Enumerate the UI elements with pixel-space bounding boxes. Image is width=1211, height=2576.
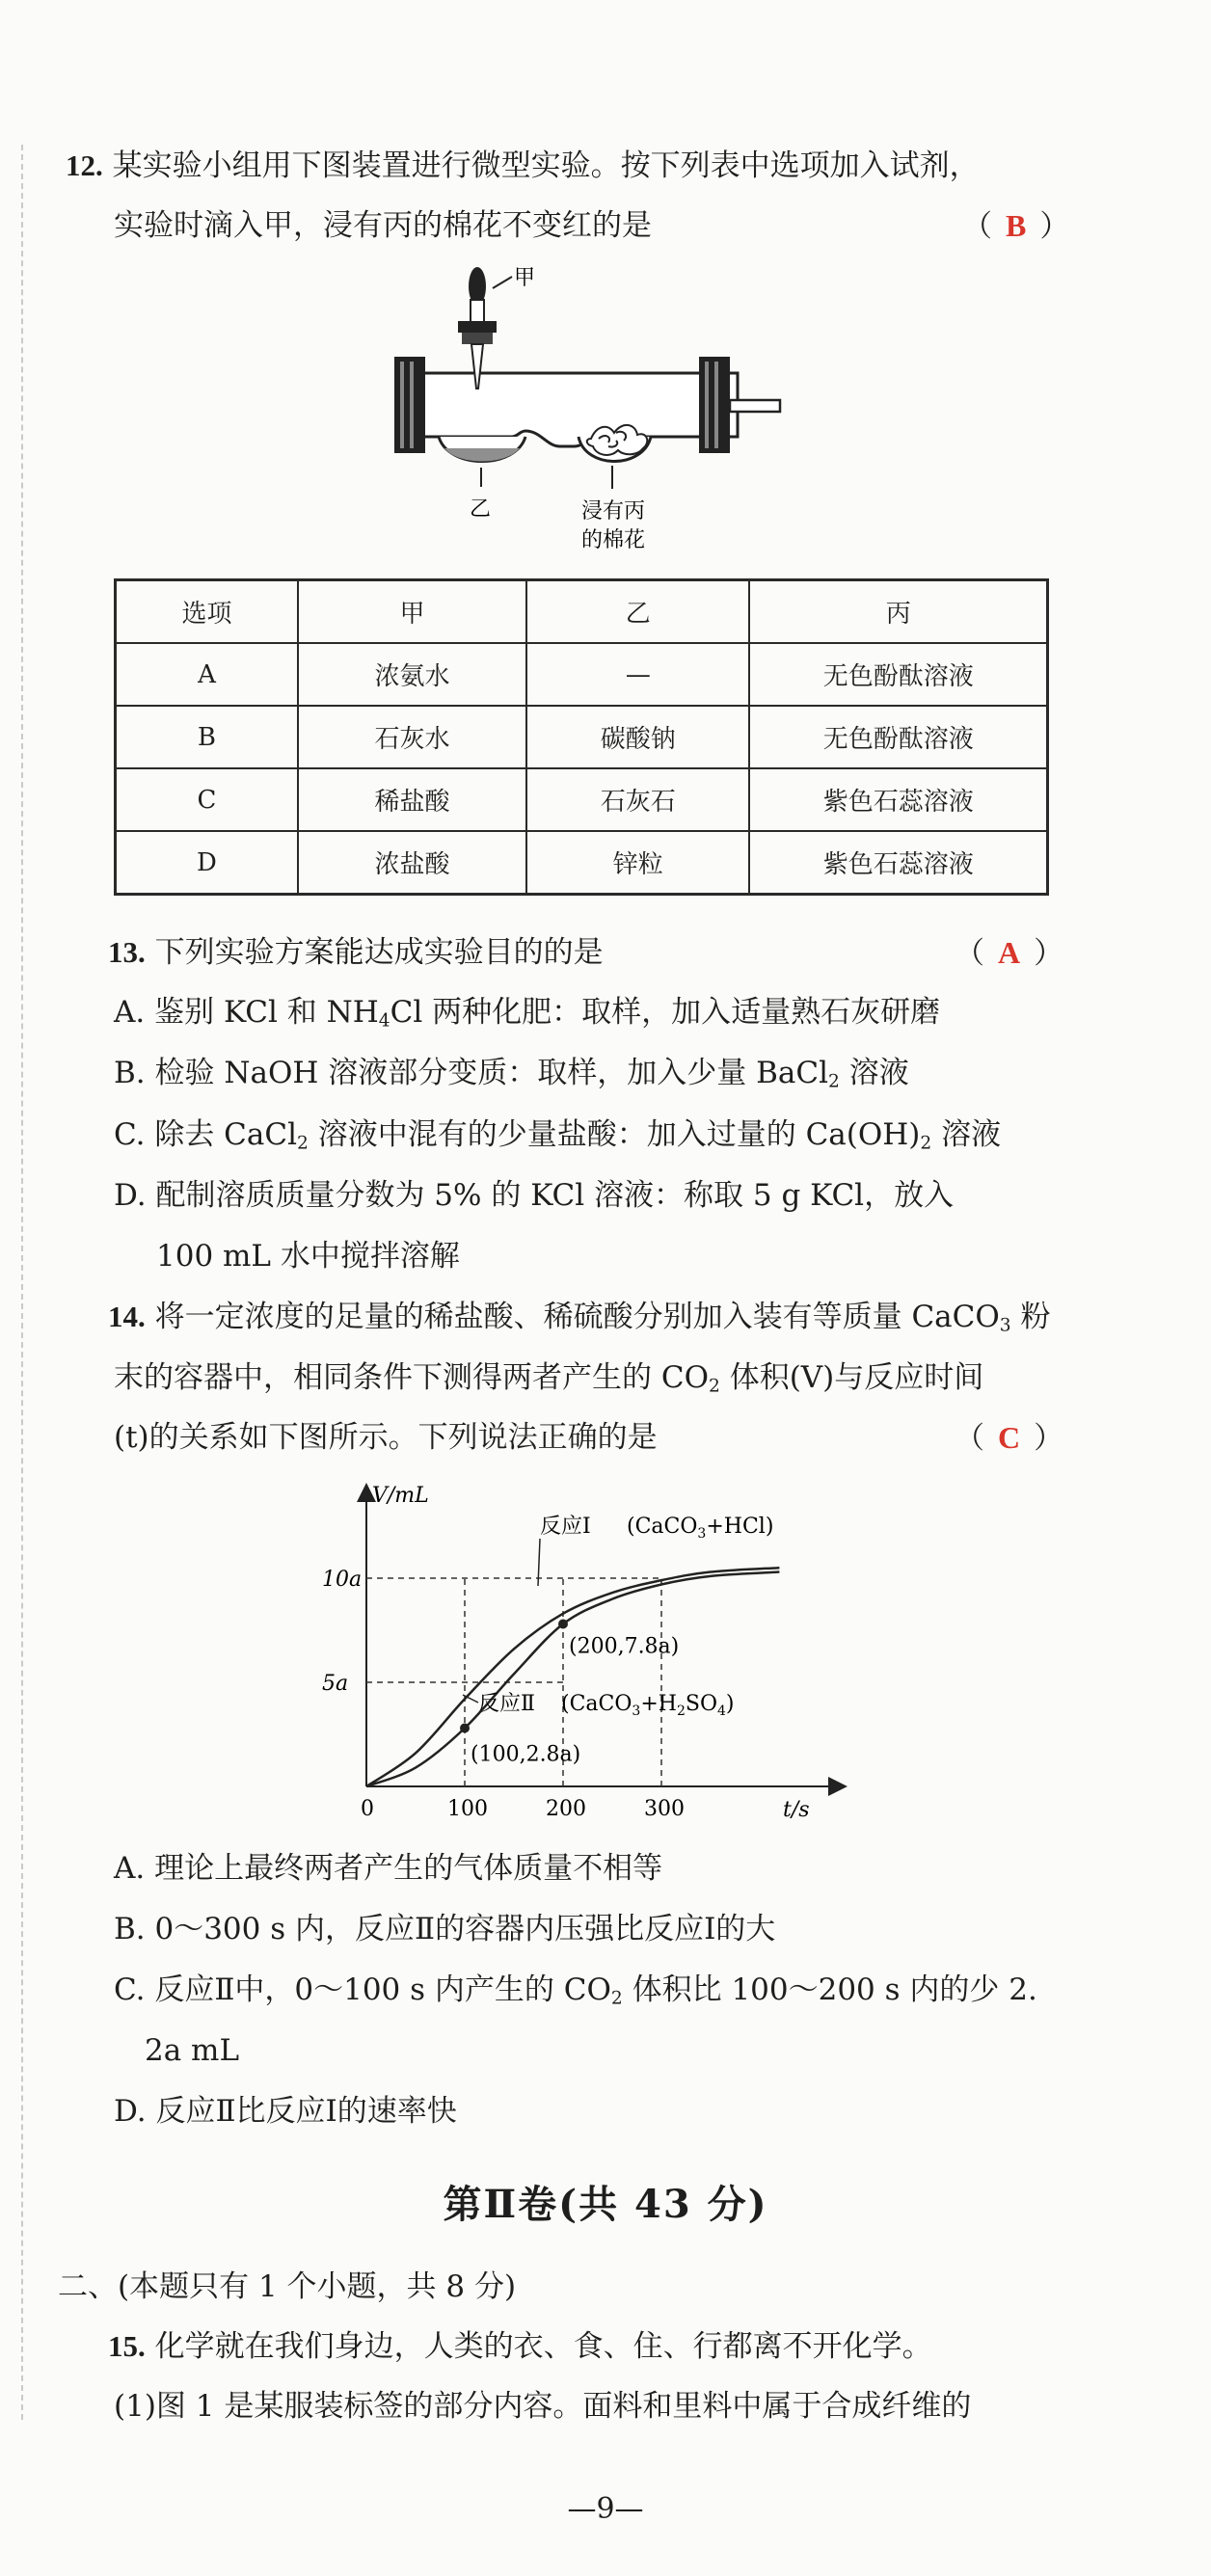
q12-apparatus-figure (381, 265, 786, 574)
x-tick-label: 0 (361, 1797, 374, 1821)
table-row (116, 831, 1048, 895)
table-cell: 无色酚酞溶液 (749, 706, 1047, 768)
table-cell: 紫色石蕊溶液 (749, 831, 1047, 895)
label-cotton-1: 浸有丙 (581, 499, 646, 523)
q13-option-b: B. 检验 NaOH 溶液部分变质：取样，加入少量 BaCl$_2$ 溶液 (114, 1056, 909, 1092)
svg-text:反应Ⅱ: 反应Ⅱ (478, 1692, 535, 1716)
annotation-point (558, 1620, 568, 1629)
annotation-point (460, 1724, 470, 1733)
x-tick-label: 200 (546, 1797, 586, 1821)
svg-text:(CaCO3+HCl): (CaCO$_3$+HCl) (627, 1515, 774, 1542)
svg-text:(CaCO3+H2SO4): $(CaCO_3+H_2SO_4)$ (561, 1692, 735, 1719)
q15-number: 15. (108, 2329, 146, 2363)
table-header-cell: 选项 (116, 580, 298, 644)
annotation-label: (100,2.8a) (471, 1742, 581, 1767)
q12-number: 12. (66, 148, 103, 182)
section-heading: 第Ⅱ卷(共 43 分) (443, 2182, 768, 2227)
table-cell: 浓氨水 (298, 643, 526, 706)
q14-answer: （ C ） (955, 1420, 1064, 1456)
q14-volume-time-chart (309, 1475, 868, 1832)
q12-answer: （ B ） (962, 208, 1070, 244)
table-header-cell: 甲 (298, 580, 526, 644)
table-row (116, 643, 1048, 706)
svg-text:反应Ⅰ: 反应Ⅰ (540, 1515, 591, 1539)
q14-answer-letter: C (998, 1420, 1021, 1455)
label-yi: 乙 (470, 497, 492, 522)
q14-line1: 14. 将一定浓度的足量的稀盐酸、稀硫酸分别加入装有等质量 CaCO$_3$ 粉 (108, 1300, 1051, 1336)
table-cell: 无色酚酞溶液 (749, 643, 1047, 706)
table-header-row (116, 580, 1048, 644)
q14-option-b: B. 0～300 s 内，反应Ⅱ的容器内压强比反应Ⅰ的大 (114, 1912, 776, 1946)
q12-answer-letter: B (1006, 208, 1027, 243)
q14-line2: 末的容器中，相同条件下测得两者产生的 $CO_2$ 体积(V)与反应时间 (114, 1360, 984, 1397)
q13-option-d-line2: 100 mL 水中搅拌溶解 (156, 1239, 460, 1274)
q14-option-c-line2: 2a mL (145, 2033, 240, 2068)
q14-number: 14. (108, 1300, 146, 1333)
label-jia: 甲 (514, 266, 536, 290)
q14-option-d: D. 反应Ⅱ比反应Ⅰ的速率快 (114, 2094, 457, 2129)
y-tick-label: 10a (322, 1568, 363, 1592)
q14-option-a: A. 理论上最终两者产生的气体质量不相等 (114, 1851, 663, 1886)
q15-stem: 15. 化学就在我们身边，人类的衣、食、住、行都离不开化学。 (108, 2329, 932, 2364)
table-header-cell: 乙 (526, 580, 749, 644)
x-tick-label: 300 (644, 1797, 685, 1821)
x-tick-label: 100 (447, 1797, 488, 1821)
q13-answer: （ A ） (955, 935, 1064, 971)
table-cell: C (116, 768, 298, 831)
table-row (116, 768, 1048, 831)
x-axis-label: t/s (783, 1798, 810, 1822)
y-axis-label: V/mL (372, 1484, 429, 1508)
table-cell: 锌粒 (526, 831, 749, 895)
q13-option-a: A. 鉴别 KCl 和 $NH_4Cl$ 两种化肥：取样，加入适量熟石灰研磨 (114, 995, 941, 1032)
q13-answer-letter: A (998, 935, 1021, 970)
table-cell: A (116, 643, 298, 706)
q13-option-d-line1: D. 配制溶质质量分数为 5% 的 KCl 溶液：称取 5 g KCl，放入 (114, 1178, 955, 1213)
table-cell: 碳酸钠 (526, 706, 749, 768)
q14-option-c: C. 反应Ⅱ中，0～100 s 内产生的 $CO_2$ 体积比 100～200 s 内的少 2. (114, 1972, 1037, 2009)
q12-options-table (114, 578, 1049, 896)
tube-body (419, 373, 738, 446)
label-cotton-2: 的棉花 (581, 528, 646, 552)
q12-line2 (114, 206, 652, 245)
part-two-title: 二、(本题只有 1 个小题，共 8 分) (58, 2269, 517, 2304)
series-label-2 (463, 1692, 735, 1719)
q13-option-c: C. 除去 CaCl$_2$ 溶液中混有的少量盐酸：加入过量的 $Ca(OH)_2$ 溶液 (114, 1117, 1002, 1154)
table-cell: — (526, 643, 749, 706)
page-number: —9— (567, 2492, 644, 2526)
table-row (116, 706, 1048, 768)
y-tick-label: 5a (322, 1672, 349, 1696)
margin-dashline (21, 145, 23, 2420)
outlet-tube (730, 400, 780, 412)
q14-line3: (t)的关系如下图所示。下列说法正确的是 (114, 1420, 658, 1455)
table-header-cell: 丙 (749, 580, 1047, 644)
table-cell: 紫色石蕊溶液 (749, 768, 1047, 831)
q12-line1 (66, 147, 980, 185)
annotation-label: (200,7.8a) (569, 1634, 680, 1659)
table-cell: 浓盐酸 (298, 831, 526, 895)
q12-text1: 某实验小组用下图装置进行微型实验。按下列表中选项加入试剂， (112, 148, 980, 183)
q13-stem (108, 933, 604, 972)
table-cell: 石灰石 (526, 768, 749, 831)
table-cell: D (116, 831, 298, 895)
q13-text: 下列实验方案能达成实验目的的是 (154, 935, 604, 970)
table-cell: 稀盐酸 (298, 768, 526, 831)
dip-yi-liquid (444, 448, 520, 462)
q13-number: 13. (108, 935, 146, 969)
q12-text2: 实验时滴入甲，浸有丙的棉花不变红的是 (114, 208, 652, 243)
q15-sub1: (1)图 1 是某服装标签的部分内容。面料和里料中属于合成纤维的 (114, 2389, 972, 2424)
table-cell: B (116, 706, 298, 768)
table-cell: 石灰水 (298, 706, 526, 768)
